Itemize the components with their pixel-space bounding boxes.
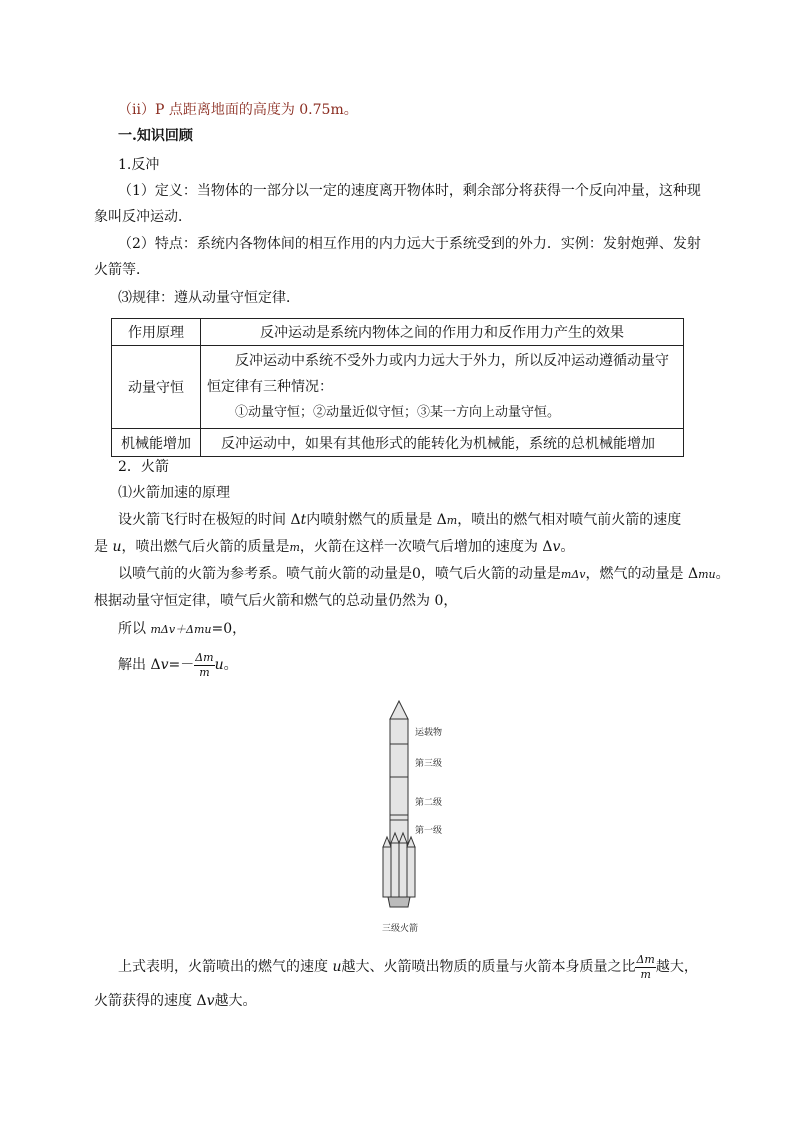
paragraph-2-line-1: 以喷气前的火箭为参考系。喷气前火箭的动量是0，喷气后火箭的动量是mΔv，燃气的动量是 Δmu。	[118, 566, 730, 582]
equation-solution: 解出 Δv=－ $\frac{\Delta m}{m}$ u。	[118, 650, 238, 679]
right-inner-booster	[399, 843, 407, 897]
momentum-text-3: ①动量守恒；②动量近似守恒；③某一方向上动量守恒。	[235, 405, 561, 420]
paragraph-2-line-2: 根据动量守恒定律，喷气后火箭和燃气的总动量仍然为 0，	[94, 593, 458, 609]
previous-answer-line: （ⅱ）P 点距离地面的高度为 0.75m。	[118, 102, 358, 118]
table-head-momentum: 动量守恒	[112, 346, 201, 429]
table-row	[112, 429, 684, 457]
feature-line-2: 火箭等．	[94, 262, 150, 278]
table-row	[112, 346, 684, 429]
label-stage-3: 第三级	[415, 759, 443, 769]
definition-line-2: 象叫反冲运动．	[94, 209, 192, 225]
left-outer-booster	[383, 847, 391, 897]
table-cell-energy: 反冲运动中，如果有其他形式的能转化为机械能，系统的总机械能增加	[201, 429, 684, 457]
equation-momentum: 所以 mΔv＋Δmu=0，	[118, 621, 247, 637]
fraction: $\frac{\Delta m}{m}$	[636, 952, 655, 981]
table-cell-principle: 反冲运动是系统内物体之间的作用力和反作用力产生的效果	[201, 319, 684, 346]
feature-line-1: （2）特点：系统内各物体间的相互作用的内力远大于系统受到的外力．实例：发射炮弹、发射	[118, 236, 701, 252]
definition-line-1: （1）定义：当物体的一部分以一定的速度离开物体时，剩余部分将获得一个反向冲量，这种现	[118, 183, 701, 199]
rocket-nose-cone	[390, 701, 408, 719]
figure-caption: 三级火箭	[382, 924, 419, 934]
momentum-text-1: 反冲运动中系统不受外力或内力远大于外力，所以反冲运动遵循动量守	[235, 353, 669, 369]
paragraph-1-line-1: 设火箭飞行时在极短的时间 Δt内喷射燃气的质量是 Δm，喷出的燃气相对喷气前火箭的速度	[118, 512, 682, 528]
table-cell-momentum	[201, 346, 684, 429]
label-payload: 运载物	[415, 728, 443, 738]
fraction: $\frac{\Delta m}{m}$	[195, 650, 214, 679]
conclusion-line-1: 上式表明，火箭喷出的燃气的速度 u越大、火箭喷出物质的质量与火箭本身质量之比 $\frac{\Delta m}{m}$ 越大，	[118, 952, 698, 981]
paragraph-1-line-2: 是 u，喷出燃气后火箭的质量是m，火箭在这样一次喷气后增加的速度为 Δv。	[94, 539, 575, 555]
table-head-energy: 机械能增加	[112, 429, 201, 457]
engine-nozzles	[388, 897, 410, 907]
subheading-principle: ⑴火箭加速的原理	[118, 485, 230, 501]
heading-rocket: 2．火箭	[118, 459, 169, 475]
recoil-table	[111, 318, 684, 457]
three-stage-rocket-figure	[370, 695, 480, 935]
right-outer-booster	[407, 847, 415, 897]
heading-recoil: 1.反冲	[118, 157, 160, 173]
table-head-principle: 作用原理	[112, 319, 201, 346]
momentum-text-2: 恒定律有三种情况：	[207, 379, 333, 395]
label-stage-2: 第二级	[415, 798, 443, 808]
conclusion-line-2: 火箭获得的速度 Δv越大。	[94, 993, 257, 1009]
label-stage-1: 第一级	[415, 826, 443, 836]
table-row	[112, 319, 684, 346]
left-inner-booster	[391, 843, 399, 897]
rule-line: ⑶规律：遵从动量守恒定律．	[118, 290, 300, 306]
section-title: 一.知识回顾	[118, 128, 193, 144]
